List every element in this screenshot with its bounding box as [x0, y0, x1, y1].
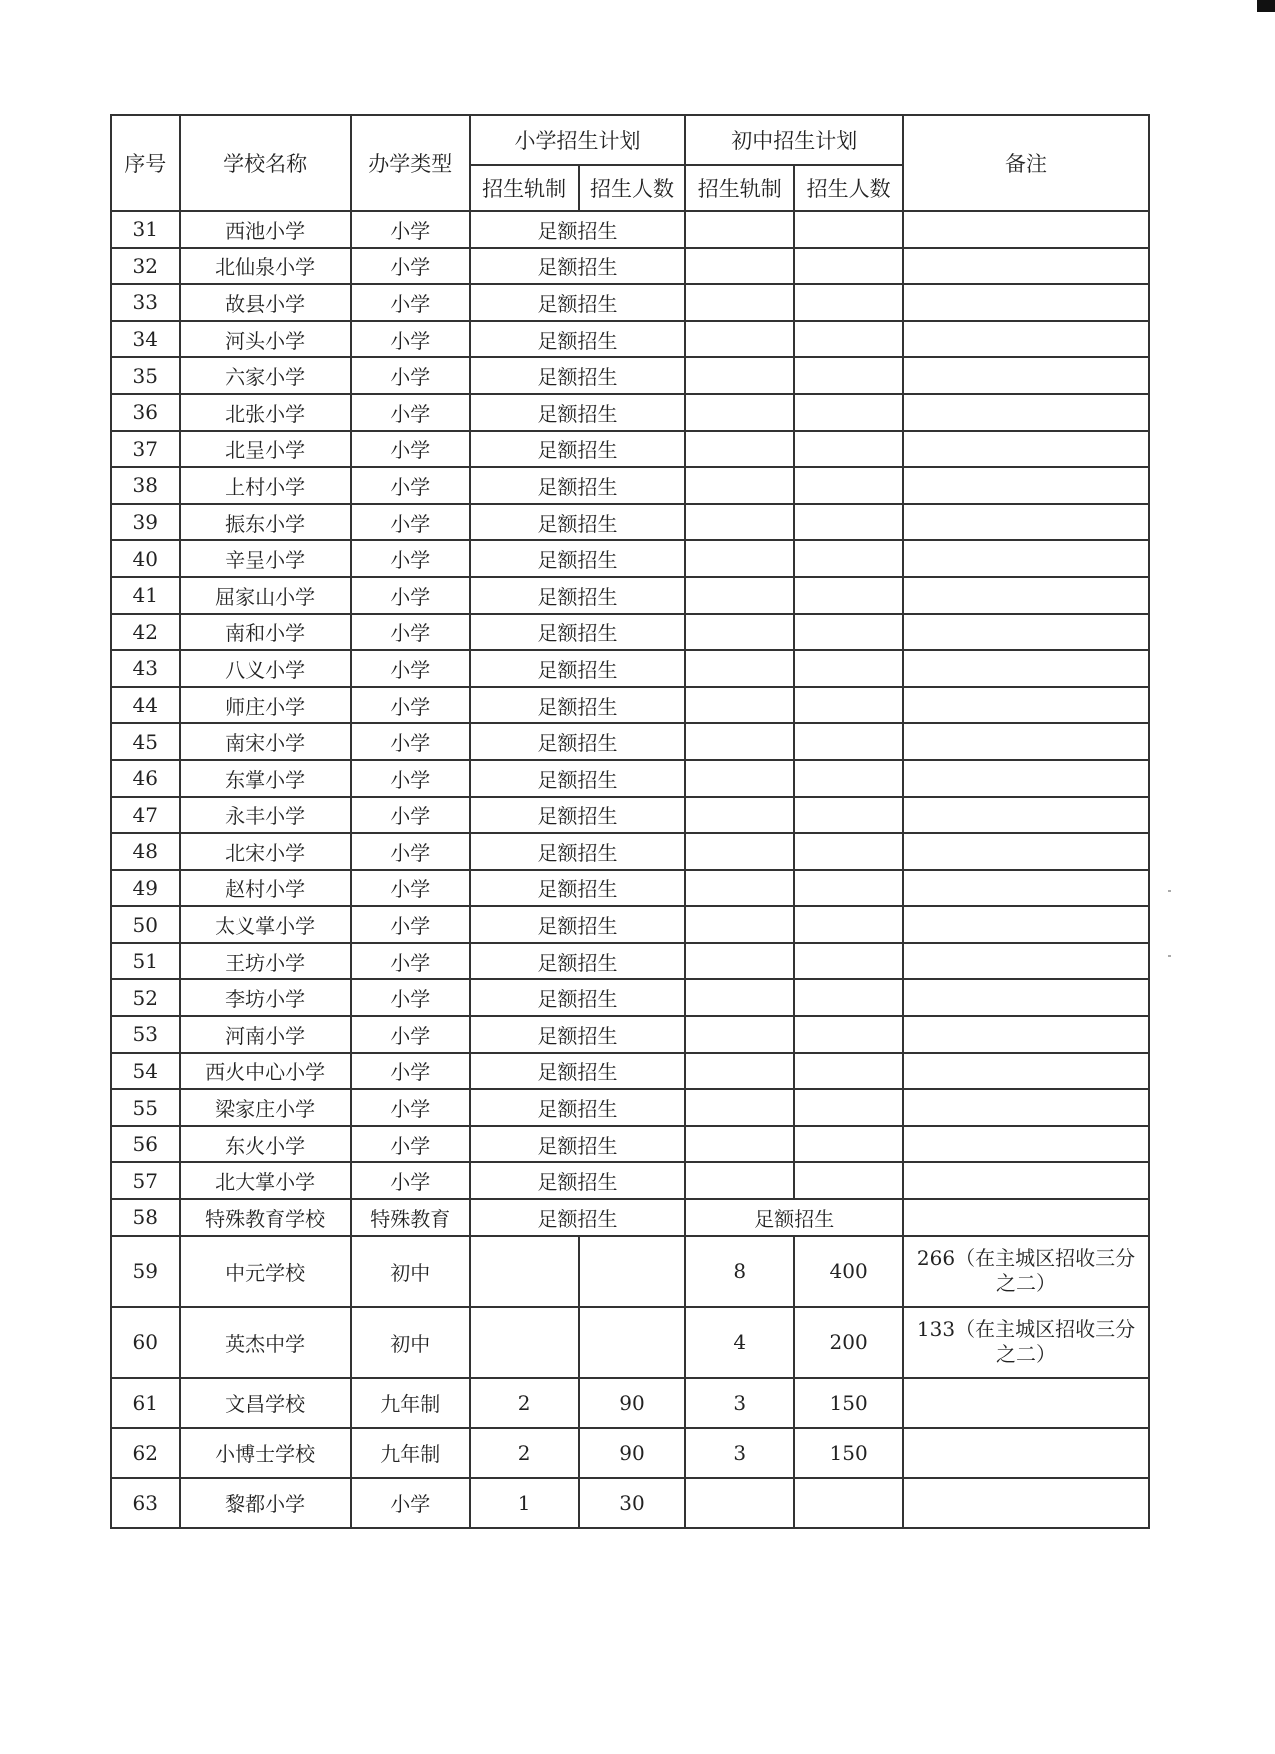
table-row [111, 321, 1149, 358]
cell-junior-classes [685, 504, 794, 541]
cell-school-type: 小学 [351, 687, 470, 724]
table-row [111, 1236, 1149, 1307]
cell-remark [903, 357, 1149, 394]
cell-remark [903, 1053, 1149, 1090]
cell-index: 31 [111, 211, 180, 248]
cell-primary-classes: 2 [470, 1378, 579, 1428]
cell-index: 60 [111, 1307, 180, 1378]
cell-primary-plan: 足额招生 [470, 577, 686, 614]
cell-junior-students [794, 1126, 903, 1163]
cell-primary-plan: 足额招生 [470, 467, 686, 504]
cell-junior-classes [685, 431, 794, 468]
cell-junior-classes [685, 979, 794, 1016]
cell-junior-students [794, 504, 903, 541]
cell-junior-classes [685, 1126, 794, 1163]
cell-junior-students: 200 [794, 1307, 903, 1378]
enrollment-table [110, 114, 1150, 1529]
cell-junior-students [794, 906, 903, 943]
cell-school-name: 东掌小学 [180, 760, 351, 797]
cell-index: 50 [111, 906, 180, 943]
cell-remark [903, 248, 1149, 285]
cell-school-name: 河南小学 [180, 1016, 351, 1053]
table-row [111, 1478, 1149, 1528]
cell-index: 34 [111, 321, 180, 358]
cell-primary-plan: 足额招生 [470, 248, 686, 285]
cell-school-type: 小学 [351, 614, 470, 651]
cell-school-name: 特殊教育学校 [180, 1199, 351, 1236]
cell-index: 49 [111, 870, 180, 907]
cell-school-type: 初中 [351, 1236, 470, 1307]
scan-speck [1168, 890, 1171, 892]
table-row [111, 833, 1149, 870]
cell-junior-students [794, 833, 903, 870]
cell-primary-students: 90 [579, 1428, 686, 1478]
cell-junior-classes [685, 687, 794, 724]
cell-school-type: 小学 [351, 1162, 470, 1199]
cell-index: 33 [111, 284, 180, 321]
cell-junior-students [794, 1162, 903, 1199]
cell-primary-plan: 足额招生 [470, 723, 686, 760]
header-junior-students: 招生人数 [794, 165, 903, 211]
cell-junior-students: 150 [794, 1428, 903, 1478]
cell-school-name: 振东小学 [180, 504, 351, 541]
cell-school-name: 六家小学 [180, 357, 351, 394]
header-primary-classes: 招生轨制 [470, 165, 579, 211]
cell-junior-students [794, 979, 903, 1016]
cell-school-name: 北张小学 [180, 394, 351, 431]
cell-school-name: 师庄小学 [180, 687, 351, 724]
cell-junior-classes: 3 [685, 1428, 794, 1478]
cell-junior-classes [685, 1478, 794, 1528]
table-row [111, 723, 1149, 760]
cell-primary-plan: 足额招生 [470, 760, 686, 797]
cell-junior-students [794, 1089, 903, 1126]
cell-school-name: 赵村小学 [180, 870, 351, 907]
table-row [111, 1089, 1149, 1126]
cell-primary-plan: 足额招生 [470, 687, 686, 724]
cell-school-type: 特殊教育 [351, 1199, 470, 1236]
cell-index: 41 [111, 577, 180, 614]
cell-index: 56 [111, 1126, 180, 1163]
cell-school-type: 小学 [351, 1016, 470, 1053]
table-row [111, 906, 1149, 943]
cell-index: 58 [111, 1199, 180, 1236]
table-row [111, 687, 1149, 724]
table-row [111, 431, 1149, 468]
cell-junior-students [794, 797, 903, 834]
cell-school-type: 小学 [351, 467, 470, 504]
cell-primary-plan: 足额招生 [470, 1126, 686, 1163]
cell-junior-students [794, 943, 903, 980]
cell-school-name: 辛呈小学 [180, 540, 351, 577]
cell-junior-students [794, 1016, 903, 1053]
cell-school-type: 小学 [351, 321, 470, 358]
cell-school-name: 北仙泉小学 [180, 248, 351, 285]
cell-junior-students [794, 1053, 903, 1090]
cell-index: 55 [111, 1089, 180, 1126]
cell-school-name: 南宋小学 [180, 723, 351, 760]
cell-school-type: 小学 [351, 248, 470, 285]
cell-junior-classes [685, 1162, 794, 1199]
cell-junior-students [794, 687, 903, 724]
table-row [111, 870, 1149, 907]
cell-junior-classes [685, 357, 794, 394]
cell-junior-classes [685, 321, 794, 358]
cell-school-name: 梁家庄小学 [180, 1089, 351, 1126]
cell-index: 61 [111, 1378, 180, 1428]
cell-primary-plan: 足额招生 [470, 943, 686, 980]
cell-primary-plan: 足额招生 [470, 394, 686, 431]
cell-school-type: 小学 [351, 760, 470, 797]
cell-junior-students [794, 1478, 903, 1528]
cell-junior-students [794, 467, 903, 504]
table-row [111, 467, 1149, 504]
cell-school-name: 李坊小学 [180, 979, 351, 1016]
table-row [111, 797, 1149, 834]
cell-junior-classes [685, 284, 794, 321]
cell-remark [903, 833, 1149, 870]
cell-school-type: 小学 [351, 833, 470, 870]
cell-school-type: 小学 [351, 943, 470, 980]
cell-index: 46 [111, 760, 180, 797]
cell-school-name: 中元学校 [180, 1236, 351, 1307]
cell-school-type: 小学 [351, 650, 470, 687]
cell-junior-classes [685, 906, 794, 943]
table-row [111, 284, 1149, 321]
cell-junior-students [794, 431, 903, 468]
cell-primary-plan: 足额招生 [470, 540, 686, 577]
cell-index: 51 [111, 943, 180, 980]
cell-remark [903, 870, 1149, 907]
header-row-1 [111, 115, 1149, 165]
cell-junior-classes [685, 614, 794, 651]
cell-junior-classes: 8 [685, 1236, 794, 1307]
table-row [111, 1199, 1149, 1236]
header-school-name: 学校名称 [180, 115, 351, 211]
cell-junior-students [794, 248, 903, 285]
table-row [111, 394, 1149, 431]
table-row [111, 760, 1149, 797]
cell-index: 43 [111, 650, 180, 687]
cell-school-type: 小学 [351, 1478, 470, 1528]
cell-school-type: 九年制 [351, 1428, 470, 1478]
cell-school-type: 小学 [351, 394, 470, 431]
table-row [111, 1126, 1149, 1163]
cell-index: 42 [111, 614, 180, 651]
cell-school-type: 小学 [351, 431, 470, 468]
cell-school-type: 小学 [351, 1126, 470, 1163]
header-index: 序号 [111, 115, 180, 211]
cell-school-name: 永丰小学 [180, 797, 351, 834]
cell-index: 57 [111, 1162, 180, 1199]
cell-primary-plan: 足额招生 [470, 1089, 686, 1126]
cell-remark [903, 979, 1149, 1016]
cell-primary-plan: 足额招生 [470, 833, 686, 870]
cell-primary-plan: 足额招生 [470, 650, 686, 687]
cell-primary-students: 90 [579, 1378, 686, 1428]
cell-junior-classes [685, 540, 794, 577]
table-row [111, 1016, 1149, 1053]
cell-primary-plan: 足额招生 [470, 614, 686, 651]
cell-remark [903, 943, 1149, 980]
cell-junior-plan: 足额招生 [685, 1199, 903, 1236]
cell-remark [903, 431, 1149, 468]
cell-junior-students [794, 321, 903, 358]
table-row [111, 211, 1149, 248]
cell-junior-students [794, 723, 903, 760]
cell-primary-plan: 足额招生 [470, 1162, 686, 1199]
cell-primary-plan: 足额招生 [470, 504, 686, 541]
table-row [111, 577, 1149, 614]
table-row [111, 504, 1149, 541]
cell-remark: 266（在主城区招收三分之二） [903, 1236, 1149, 1307]
cell-primary-plan: 足额招生 [470, 906, 686, 943]
table-row [111, 1307, 1149, 1378]
cell-remark [903, 211, 1149, 248]
cell-school-type: 小学 [351, 723, 470, 760]
cell-primary-plan: 足额招生 [470, 1053, 686, 1090]
cell-primary-plan: 足额招生 [470, 321, 686, 358]
cell-school-name: 八义小学 [180, 650, 351, 687]
cell-junior-classes [685, 797, 794, 834]
cell-school-type: 小学 [351, 577, 470, 614]
enrollment-plan-sheet [110, 114, 1150, 1529]
cell-school-name: 东火小学 [180, 1126, 351, 1163]
header-primary-students: 招生人数 [579, 165, 686, 211]
table-row [111, 614, 1149, 651]
scan-speck [1168, 955, 1171, 957]
cell-school-name: 文昌学校 [180, 1378, 351, 1428]
table-row [111, 1378, 1149, 1428]
cell-primary-plan: 足额招生 [470, 211, 686, 248]
cell-junior-classes [685, 650, 794, 687]
cell-primary-plan: 足额招生 [470, 979, 686, 1016]
cell-index: 40 [111, 540, 180, 577]
cell-school-name: 上村小学 [180, 467, 351, 504]
cell-remark [903, 467, 1149, 504]
cell-junior-classes: 3 [685, 1378, 794, 1428]
header-primary-plan: 小学招生计划 [470, 115, 686, 165]
cell-remark [903, 723, 1149, 760]
header-remark: 备注 [903, 115, 1149, 211]
cell-index: 37 [111, 431, 180, 468]
cell-primary-students [579, 1236, 686, 1307]
table-row [111, 1428, 1149, 1478]
cell-primary-plan: 足额招生 [470, 1199, 686, 1236]
cell-school-type: 小学 [351, 540, 470, 577]
cell-school-name: 故县小学 [180, 284, 351, 321]
cell-index: 54 [111, 1053, 180, 1090]
cell-school-name: 北大掌小学 [180, 1162, 351, 1199]
cell-school-type: 小学 [351, 211, 470, 248]
table-row [111, 1162, 1149, 1199]
cell-school-name: 河头小学 [180, 321, 351, 358]
cell-index: 45 [111, 723, 180, 760]
scan-edge-mark [1257, 0, 1275, 12]
cell-school-name: 王坊小学 [180, 943, 351, 980]
cell-school-type: 九年制 [351, 1378, 470, 1428]
cell-remark [903, 687, 1149, 724]
cell-school-name: 太义掌小学 [180, 906, 351, 943]
cell-junior-classes [685, 870, 794, 907]
cell-school-type: 小学 [351, 357, 470, 394]
table-body [111, 211, 1149, 1528]
cell-primary-plan: 足额招生 [470, 1016, 686, 1053]
cell-junior-students: 150 [794, 1378, 903, 1428]
cell-index: 53 [111, 1016, 180, 1053]
cell-index: 38 [111, 467, 180, 504]
cell-school-name: 西池小学 [180, 211, 351, 248]
cell-index: 47 [111, 797, 180, 834]
cell-remark [903, 1478, 1149, 1528]
cell-primary-classes: 2 [470, 1428, 579, 1478]
cell-school-type: 小学 [351, 870, 470, 907]
cell-primary-plan: 足额招生 [470, 357, 686, 394]
cell-primary-students: 30 [579, 1478, 686, 1528]
cell-junior-students [794, 760, 903, 797]
cell-index: 39 [111, 504, 180, 541]
cell-remark [903, 504, 1149, 541]
cell-junior-classes [685, 394, 794, 431]
cell-junior-students [794, 394, 903, 431]
cell-school-type: 小学 [351, 504, 470, 541]
cell-index: 32 [111, 248, 180, 285]
cell-junior-classes [685, 833, 794, 870]
cell-remark [903, 760, 1149, 797]
cell-remark [903, 1199, 1149, 1236]
cell-remark [903, 614, 1149, 651]
cell-primary-plan: 足额招生 [470, 284, 686, 321]
cell-primary-plan: 足额招生 [470, 431, 686, 468]
cell-junior-classes [685, 760, 794, 797]
cell-remark [903, 797, 1149, 834]
cell-primary-plan: 足额招生 [470, 870, 686, 907]
table-row [111, 357, 1149, 394]
cell-remark [903, 1378, 1149, 1428]
cell-junior-students [794, 870, 903, 907]
cell-junior-students [794, 650, 903, 687]
table-row [111, 248, 1149, 285]
cell-junior-classes: 4 [685, 1307, 794, 1378]
cell-remark [903, 540, 1149, 577]
cell-remark [903, 650, 1149, 687]
cell-index: 35 [111, 357, 180, 394]
cell-junior-classes [685, 1016, 794, 1053]
cell-junior-classes [685, 1089, 794, 1126]
cell-school-type: 小学 [351, 1053, 470, 1090]
cell-primary-plan: 足额招生 [470, 797, 686, 834]
cell-remark [903, 321, 1149, 358]
cell-primary-students [579, 1307, 686, 1378]
cell-junior-students [794, 614, 903, 651]
table-row [111, 979, 1149, 1016]
cell-junior-classes [685, 723, 794, 760]
cell-remark [903, 1428, 1149, 1478]
table-row [111, 943, 1149, 980]
cell-school-name: 北宋小学 [180, 833, 351, 870]
cell-junior-classes [685, 1053, 794, 1090]
cell-index: 44 [111, 687, 180, 724]
cell-index: 52 [111, 979, 180, 1016]
cell-index: 59 [111, 1236, 180, 1307]
cell-school-type: 小学 [351, 979, 470, 1016]
table-row [111, 540, 1149, 577]
cell-junior-students [794, 284, 903, 321]
cell-school-name: 小博士学校 [180, 1428, 351, 1478]
cell-school-type: 小学 [351, 906, 470, 943]
cell-school-type: 小学 [351, 1089, 470, 1126]
cell-index: 36 [111, 394, 180, 431]
cell-junior-students: 400 [794, 1236, 903, 1307]
cell-junior-classes [685, 577, 794, 614]
cell-remark [903, 1162, 1149, 1199]
cell-primary-classes [470, 1236, 579, 1307]
cell-remark: 133（在主城区招收三分之二） [903, 1307, 1149, 1378]
cell-junior-classes [685, 211, 794, 248]
cell-junior-classes [685, 943, 794, 980]
cell-remark [903, 394, 1149, 431]
cell-junior-students [794, 577, 903, 614]
cell-index: 62 [111, 1428, 180, 1478]
cell-school-name: 北呈小学 [180, 431, 351, 468]
cell-index: 63 [111, 1478, 180, 1528]
cell-primary-classes: 1 [470, 1478, 579, 1528]
table-row [111, 650, 1149, 687]
cell-school-name: 黎都小学 [180, 1478, 351, 1528]
cell-remark [903, 284, 1149, 321]
cell-junior-classes [685, 467, 794, 504]
cell-index: 48 [111, 833, 180, 870]
cell-school-type: 小学 [351, 284, 470, 321]
cell-school-name: 南和小学 [180, 614, 351, 651]
header-junior-classes: 招生轨制 [685, 165, 794, 211]
cell-remark [903, 1089, 1149, 1126]
cell-school-name: 西火中心小学 [180, 1053, 351, 1090]
cell-school-type: 小学 [351, 797, 470, 834]
cell-remark [903, 1126, 1149, 1163]
cell-primary-classes [470, 1307, 579, 1378]
cell-junior-students [794, 357, 903, 394]
cell-junior-classes [685, 248, 794, 285]
cell-remark [903, 1016, 1149, 1053]
cell-remark [903, 577, 1149, 614]
cell-school-type: 初中 [351, 1307, 470, 1378]
cell-school-name: 英杰中学 [180, 1307, 351, 1378]
cell-remark [903, 906, 1149, 943]
cell-school-name: 屈家山小学 [180, 577, 351, 614]
cell-junior-students [794, 211, 903, 248]
cell-junior-students [794, 540, 903, 577]
header-junior-plan: 初中招生计划 [685, 115, 903, 165]
table-row [111, 1053, 1149, 1090]
header-school-type: 办学类型 [351, 115, 470, 211]
